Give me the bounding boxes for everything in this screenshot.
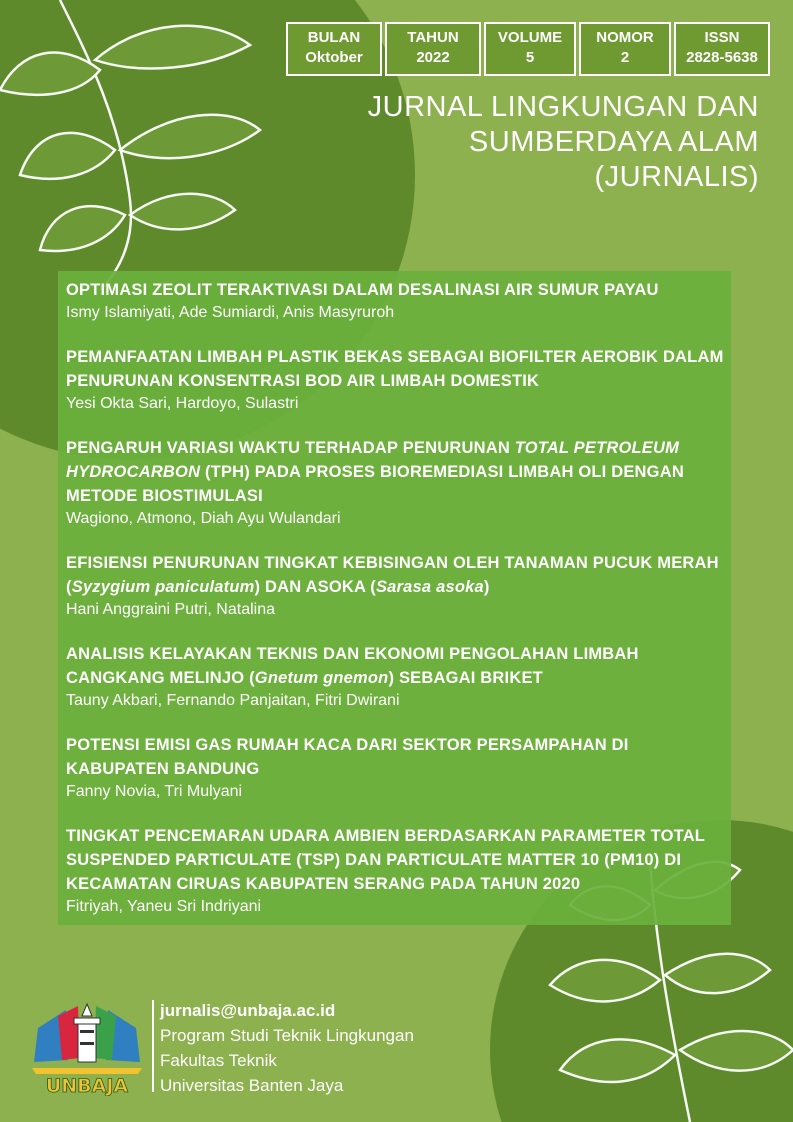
publisher-info [160, 998, 414, 1098]
article-title: TINGKAT PENCEMARAN UDARA AMBIEN BERDASARKAN PARAMETER TOTAL SUSPENDED PARTICULATE (TSP) DAN PARTICULATE MATTER 10 (PM10) DI KECAMATAN CIRUAS KABUPATEN SERANG PADA TAHUN 2020 [66, 827, 705, 893]
footer-divider [152, 1000, 154, 1092]
list-item [66, 733, 726, 803]
list-item [66, 278, 726, 324]
contact-email: jurnalis@unbaja.ac.id [160, 1001, 336, 1020]
meta-issn: ISSN 2828-5638 [674, 22, 770, 76]
faculty-name: Fakultas Teknik [160, 1051, 277, 1070]
list-item [66, 642, 726, 712]
list-item [66, 824, 726, 918]
article-authors: Tauny Akbari, Fernando Panjaitan, Fitri Dwirani [66, 692, 400, 709]
article-authors: Yesi Okta Sari, Hardoyo, Sulastri [66, 395, 299, 412]
article-authors: Hani Anggraini Putri, Natalina [66, 601, 276, 618]
list-item [66, 345, 726, 415]
article-list [66, 278, 726, 939]
meta-month: BULAN Oktober [286, 22, 382, 76]
university-name: Universitas Banten Jaya [160, 1076, 344, 1095]
article-title: POTENSI EMISI GAS RUMAH KACA DARI SEKTOR PERSAMPAHAN DI KABUPATEN BANDUNG [66, 736, 629, 778]
issue-meta [286, 22, 770, 76]
article-title: PEMANFAATAN LIMBAH PLASTIK BEKAS SEBAGAI BIOFILTER AEROBIK DALAM PENURUNAN KONSENTRASI BOD AIR LIMBAH DOMESTIK [66, 348, 724, 390]
meta-volume: VOLUME 5 [484, 22, 576, 76]
list-item [66, 551, 726, 621]
list-item [66, 436, 726, 530]
logo-text: UNBAJA [45, 1075, 129, 1096]
article-title: ANALISIS KELAYAKAN TEKNIS DAN EKONOMI PENGOLAHAN LIMBAH CANGKANG MELINJO (Gnetum gnemon) SEBAGAI BRIKET [66, 645, 639, 687]
article-authors: Fanny Novia, Tri Mulyani [66, 783, 243, 800]
meta-number: NOMOR 2 [579, 22, 671, 76]
article-authors: Wagiono, Atmono, Diah Ayu Wulandari [66, 510, 341, 527]
meta-year: TAHUN 2022 [385, 22, 481, 76]
program-name: Program Studi Teknik Lingkungan [160, 1026, 414, 1045]
article-authors: Fitriyah, Yaneu Sri Indriyani [66, 898, 262, 915]
article-authors: Ismy Islamiyati, Ade Sumiardi, Anis Masyruroh [66, 304, 395, 321]
unbaja-logo-icon [28, 1000, 146, 1096]
article-title: EFISIENSI PENURUNAN TINGKAT KEBISINGAN OLEH TANAMAN PUCUK MERAH (Syzygium paniculatum) DAN ASOKA (Sarasa asoka) [66, 554, 719, 596]
journal-title: JURNAL LINGKUNGAN DAN SUMBERDAYA ALAM (JURNALIS) [367, 91, 759, 193]
article-title: PENGARUH VARIASI WAKTU TERHADAP PENURUNAN TOTAL PETROLEUM HYDROCARBON (TPH) PADA PROSES BIOREMEDIASI LIMBAH OLI DENGAN METODE BIOSTIMULASI [66, 439, 684, 505]
article-title: OPTIMASI ZEOLIT TERAKTIVASI DALAM DESALINASI AIR SUMUR PAYAU [66, 281, 659, 299]
